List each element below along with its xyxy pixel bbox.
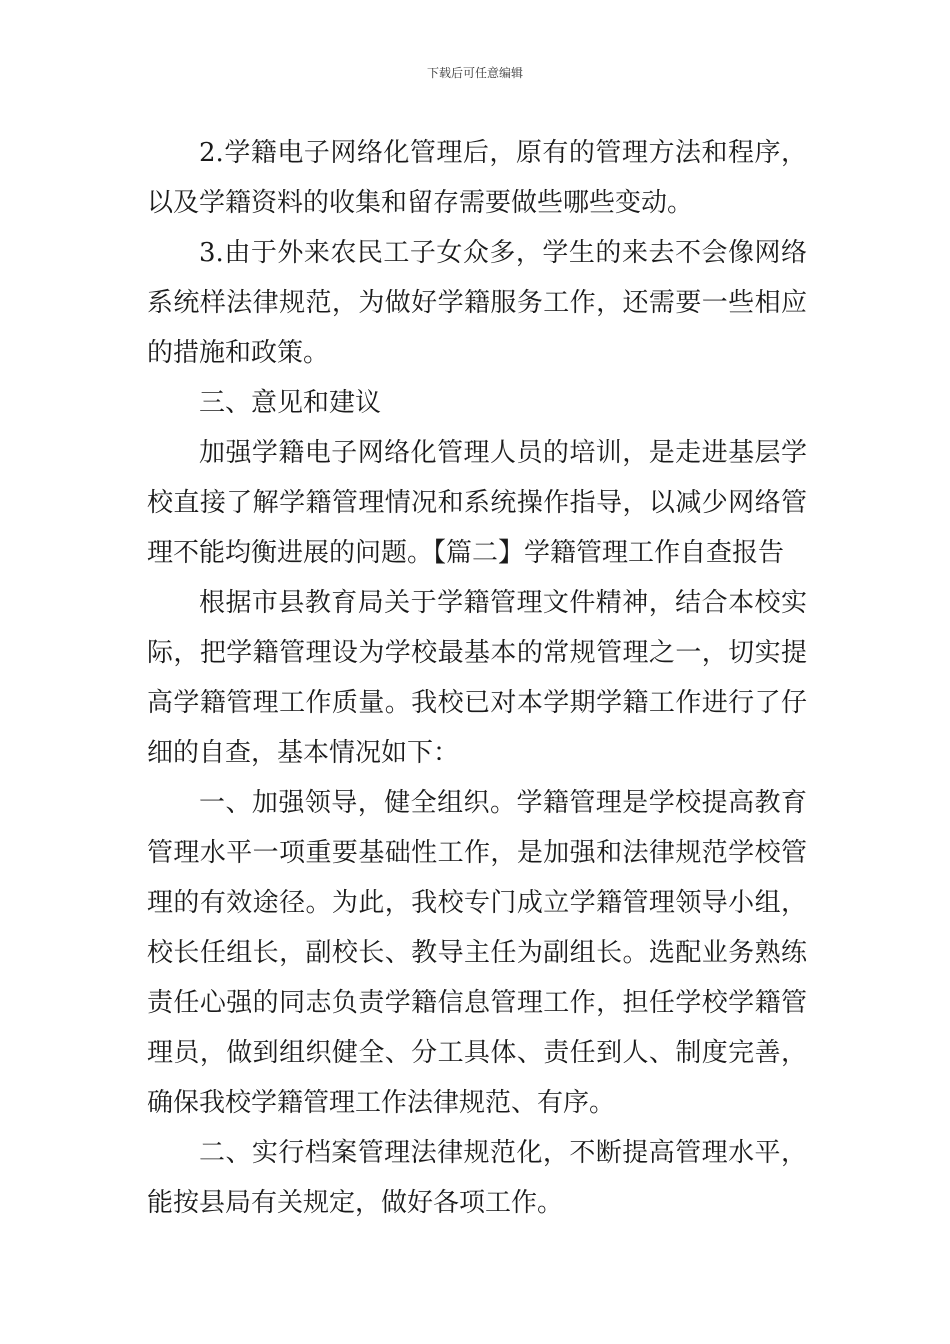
paragraph-item-3: 3.由于外来农民工子女众多，学生的来去不会像网络系统样法律规范，为做好学籍服务工作，还需要一些相应的措施和政策。 bbox=[147, 238, 807, 368]
paragraph-self-check-intro: 根据市县教育局关于学籍管理文件精神，结合本校实际，把学籍管理设为学校最基本的常规管理之一，切实提高学籍管理工作质量。我校已对本学期学籍工作进行了仔细的自查，基本情况如下： bbox=[147, 588, 807, 768]
paragraph-leadership: 一、加强领导，健全组织。学籍管理是学校提高教育管理水平一项重要基础性工作，是加强和法律规范学校管理的有效途径。为此，我校专门成立学籍管理领导小组，校长任组长，副校长、教导主任为副组长。选配业务熟练责任心强的同志负责学籍信息管理工作，担任学校学籍管理员，做到组织健全、分工具体、责任到人、制度完善，确保我校学籍管理工作法律规范、有序。 bbox=[147, 788, 807, 1118]
paragraph-training: 加强学籍电子网络化管理人员的培训，是走进基层学校直接了解学籍管理情况和系统操作指导，以减少网络管理不能均衡进展的问题。【篇二】学籍管理工作自查报告 bbox=[147, 438, 807, 568]
paragraph-archive-management: 二、实行档案管理法律规范化，不断提高管理水平，能按县局有关规定，做好各项工作。 bbox=[147, 1138, 807, 1218]
paragraph-item-2: 2.学籍电子网络化管理后，原有的管理方法和程序，以及学籍资料的收集和留存需要做些哪些变动。 bbox=[147, 138, 807, 218]
page-header: 下载后可任意编辑 bbox=[426, 66, 523, 80]
section-heading-suggestions: 三、意见和建议 bbox=[199, 388, 382, 418]
document-body bbox=[147, 128, 807, 1228]
